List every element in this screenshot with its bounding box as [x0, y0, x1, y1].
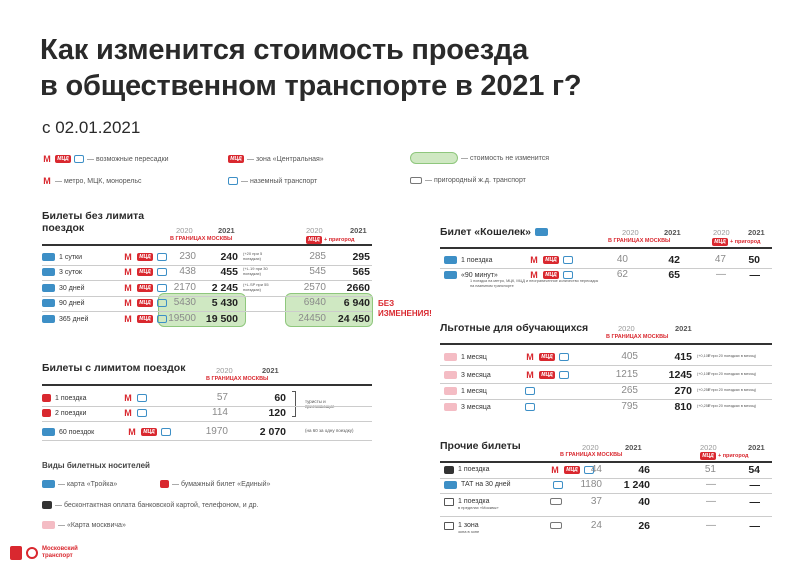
bus-icon — [161, 428, 171, 436]
ticket-icon — [444, 498, 454, 506]
troika-card-icon — [444, 481, 457, 489]
limited-section-title: Билеты с лимитом поездок — [42, 362, 186, 374]
price-2020-suburb: 2570 — [303, 282, 326, 293]
zone-suburb-label: МЦД + пригород — [306, 236, 355, 244]
ticket-name: 1 сутки — [59, 253, 83, 261]
price-2021-suburb: — — [749, 479, 760, 491]
students-section-title: Льготные для обучающихся — [440, 322, 589, 334]
price-note: (+L.SP при 55 поездках) — [243, 282, 269, 292]
price-2021: 415 — [674, 351, 692, 363]
price-2020: 1215 — [615, 369, 638, 380]
table-rule — [440, 247, 772, 249]
tourists-note: туристы и — [305, 399, 326, 404]
metro-icon: М — [530, 269, 538, 280]
ticket-row-label — [444, 481, 563, 489]
row-divider — [42, 440, 372, 441]
green-swatch — [410, 152, 458, 164]
bus-icon — [559, 371, 569, 379]
bus-icon — [563, 256, 573, 264]
price-2020-suburb: — — [706, 479, 716, 490]
year-2021-header: 2021 — [748, 228, 765, 237]
price-2021-suburb: 295 — [352, 251, 370, 263]
ticket-row-label — [444, 522, 562, 534]
metro-icon: М — [43, 153, 51, 164]
carrier-muscovite: — «Карта москвича» — [42, 521, 126, 529]
ticket-name: 2 поездки — [55, 409, 87, 417]
table-rule — [42, 384, 372, 386]
ticket-row-label — [42, 315, 167, 323]
mcd-icon: МЦД — [137, 299, 153, 307]
bus-icon — [137, 409, 147, 417]
legend-suburban — [410, 177, 526, 184]
price-2021: 5 430 — [211, 297, 238, 309]
price-2020-suburb: 6940 — [303, 297, 326, 308]
troika-card-icon — [42, 480, 55, 488]
row-divider — [440, 383, 772, 384]
legend-central — [228, 155, 324, 163]
mcd-icon: МЦД — [539, 371, 555, 379]
mcd-icon: МЦД — [539, 353, 555, 361]
metro-icon: М — [551, 464, 559, 475]
year-2020-header: 2020 — [176, 226, 193, 235]
zone-moscow-label: В ГРАНИЦАХ МОСКВЫ — [170, 236, 233, 242]
mcd-icon: МЦД — [564, 466, 580, 474]
per-trip-note: (на 60 за одну поездку) — [305, 428, 354, 433]
price-2020-suburb: 51 — [704, 464, 716, 475]
mcd-icon: МЦД — [700, 452, 716, 460]
price-2020-suburb: — — [716, 269, 726, 280]
mcd-icon: МЦД — [55, 155, 71, 163]
price-2021: 46 — [638, 464, 650, 476]
year-2020-header: 2020 — [713, 228, 730, 237]
price-2020-suburb: 24450 — [298, 313, 326, 324]
ticket-name: 3 месяца — [461, 403, 491, 411]
year-2021-header: 2021 — [218, 226, 235, 235]
price-2021-suburb: — — [749, 520, 760, 532]
price-2021: 1 240 — [623, 479, 650, 491]
troika-card-icon — [444, 271, 457, 279]
mcd-icon: МЦД — [543, 256, 559, 264]
legend-no-change-text: — стоимость не изменится — [461, 154, 550, 162]
metro-icon: М — [124, 392, 132, 403]
carrier-paper: — бумажный билет «Единый» — [160, 480, 270, 488]
row-divider — [440, 399, 772, 400]
page-title-line1: Как изменится стоимость проезда — [40, 34, 529, 66]
ticket-name-block — [458, 498, 546, 510]
price-2021: 1245 — [668, 369, 692, 381]
transport-logo-icon — [26, 547, 38, 559]
zone-moscow-label: В ГРАНИЦАХ МОСКВЫ — [608, 238, 671, 244]
mcd-icon: МЦД — [137, 253, 153, 261]
table-rule — [42, 244, 372, 246]
year-2021-header: 2021 — [625, 443, 642, 452]
metro-icon: М — [43, 175, 51, 186]
mcd-icon: МЦД — [137, 268, 153, 276]
price-2021: 60 — [274, 392, 286, 404]
price-2021: 65 — [668, 269, 680, 281]
year-2021-header: 2021 — [262, 366, 279, 375]
mcd-icon: МЦД — [712, 238, 728, 246]
bus-icon — [228, 177, 238, 185]
bus-icon — [559, 353, 569, 361]
price-2021: 40 — [638, 496, 650, 508]
ticket-name: 1 поездка — [458, 498, 490, 505]
ticket-name: 1 поездка — [461, 256, 493, 264]
mcd-icon: МЦД — [137, 284, 153, 292]
price-note: (+0,25₽ при 20 поездках в месяц) — [697, 404, 757, 408]
ticket-row-label — [42, 268, 167, 276]
ticket-name-block — [458, 466, 546, 473]
ticket-name: 3 суток — [59, 268, 82, 276]
bus-icon — [563, 271, 573, 279]
metro-icon: М — [526, 369, 534, 380]
price-2021: 2 245 — [211, 282, 238, 294]
price-note: (+20 при 5 поездках) — [243, 251, 263, 261]
year-2021-header: 2021 — [350, 226, 367, 235]
ticket-row-label — [444, 256, 573, 264]
year-2020-header: 2020 — [622, 228, 639, 237]
metro-icon: М — [530, 254, 538, 265]
paper-ticket-icon — [42, 394, 51, 402]
mcd-icon: МЦД — [228, 155, 244, 163]
legend-central-text: — зона «Центральная» — [247, 155, 324, 163]
table-rule — [440, 343, 772, 345]
ticket-row-label — [444, 371, 569, 379]
ticket-row-label — [444, 403, 535, 411]
train-icon — [550, 498, 562, 505]
year-2020-header: 2020 — [582, 443, 599, 452]
ticket-name: 90 дней — [59, 299, 85, 307]
price-2021: 270 — [674, 385, 692, 397]
muscovite-card-icon — [444, 353, 457, 361]
zone-suburb-label: МЦД + пригород — [712, 238, 761, 246]
wallet-note: 1 поездка на метро, МЦК, МЦД и неограниченное количество пересадок на наземном транспорте — [470, 279, 599, 288]
metro-icon: М — [128, 426, 136, 437]
price-2021-suburb: 2660 — [346, 282, 370, 294]
price-2020-suburb: 545 — [309, 266, 326, 277]
year-2020-header: 2020 — [700, 443, 717, 452]
price-note: (+L.19 при 30 поездках) — [243, 266, 268, 276]
price-2021: 2 070 — [259, 426, 286, 438]
muscovite-card-icon — [444, 387, 457, 395]
metro-icon: М — [526, 351, 534, 362]
price-2020: 2170 — [173, 282, 196, 293]
price-2020: 24 — [590, 520, 602, 531]
bracket — [292, 391, 296, 417]
price-2020-suburb: 285 — [309, 251, 326, 262]
price-2021: 19 500 — [205, 313, 238, 325]
legend-transfers — [42, 155, 169, 163]
zone-moscow-label: В ГРАНИЦАХ МОСКВЫ — [206, 376, 269, 382]
metro-icon: М — [124, 313, 132, 324]
contactless-icon — [444, 466, 454, 474]
mcd-icon: МЦД — [306, 236, 322, 244]
ticket-row-label — [42, 409, 147, 417]
price-2021-suburb: — — [749, 496, 760, 508]
ticket-row-label — [444, 387, 535, 395]
ticket-name: «90 минут» — [461, 271, 498, 279]
price-2021-suburb: 50 — [748, 254, 760, 266]
muscovite-card-icon — [444, 403, 457, 411]
price-2020-suburb: 47 — [714, 254, 726, 265]
bus-icon — [74, 155, 84, 163]
year-2021-header: 2021 — [748, 443, 765, 452]
metro-icon: М — [124, 266, 132, 277]
page-title-line2: в общественном транспорте в 2021 г? — [40, 70, 582, 102]
price-2021-suburb: 6 940 — [343, 297, 370, 309]
price-2021: 42 — [668, 254, 680, 266]
ticket-subtitle: в пределах «Москвы» — [458, 505, 499, 510]
ticket-row-label — [444, 498, 562, 510]
year-2021-header: 2021 — [675, 324, 692, 333]
ticket-name: 1 поездка — [55, 394, 87, 402]
ticket-name: 365 дней — [59, 315, 89, 323]
price-2020: 19500 — [168, 313, 196, 324]
ticket-subtitle: зона в зоне — [458, 529, 480, 534]
troika-card-icon — [42, 428, 55, 436]
price-note: (+0,10₽ при 20 поездках в месяц) — [697, 354, 757, 358]
troika-card-icon — [42, 268, 55, 276]
price-2020: 1970 — [205, 426, 228, 437]
legend-ground-text: — наземный транспорт — [241, 177, 318, 185]
paper-ticket-icon — [160, 480, 169, 488]
ticket-row-label — [444, 353, 569, 361]
troika-card-icon — [444, 256, 457, 264]
year-2021-header: 2021 — [664, 228, 681, 237]
price-2021: 810 — [674, 401, 692, 413]
ticket-name: 3 месяца — [461, 371, 491, 379]
effective-date: с 02.01.2021 — [42, 118, 141, 137]
price-2020: 114 — [212, 407, 228, 418]
row-divider — [440, 493, 772, 494]
price-2020: 230 — [179, 251, 196, 262]
metro-icon: М — [124, 251, 132, 262]
bus-icon — [137, 394, 147, 402]
troika-card-icon — [42, 253, 55, 261]
row-divider — [42, 311, 372, 312]
coat-of-arms-icon — [10, 546, 22, 560]
ticket-name: 30 дней — [59, 284, 85, 292]
row-divider — [42, 421, 372, 422]
metro-icon: М — [124, 297, 132, 308]
price-note: (+0,10₽ при 20 поездках в месяц) — [697, 372, 757, 376]
ticket-row-label — [42, 394, 147, 402]
ticket-row-label — [42, 299, 167, 307]
mcd-icon: МЦД — [141, 428, 157, 436]
ticket-name-block — [458, 522, 546, 534]
troika-card-icon — [42, 315, 55, 323]
zone-moscow-label: В ГРАНИЦАХ МОСКВЫ — [606, 334, 669, 340]
mcd-icon: МЦД — [543, 271, 559, 279]
table-rule — [440, 461, 772, 463]
row-divider — [440, 478, 772, 479]
ticket-name: ТАТ на 30 дней — [461, 481, 511, 488]
price-2021-suburb: 565 — [352, 266, 370, 278]
ticket-name-block — [461, 481, 549, 488]
price-2021: 455 — [220, 266, 238, 278]
paper-ticket-icon — [42, 409, 51, 417]
row-divider — [440, 365, 772, 366]
year-2020-header: 2020 — [216, 366, 233, 375]
row-divider — [42, 280, 372, 281]
legend-ground — [228, 177, 317, 185]
bus-icon — [525, 387, 535, 395]
muscovite-card-icon — [444, 371, 457, 379]
price-2020-suburb: — — [706, 520, 716, 531]
troika-card-icon — [535, 228, 548, 236]
carrier-troika: — карта «Тройка» — [42, 480, 117, 488]
ticket-name: 1 месяц — [461, 387, 487, 395]
brand-name: Московский транспорт — [42, 546, 78, 559]
carrier-contactless: — бесконтактная оплата банковской картой, телефоном, и др. — [42, 501, 259, 509]
carriers-title: Виды билетных носителей — [42, 461, 150, 470]
ticket-row-label — [42, 428, 171, 436]
other-section-title: Прочие билеты — [440, 440, 521, 452]
price-2020: 57 — [216, 392, 228, 403]
year-2020-header: 2020 — [306, 226, 323, 235]
price-2020: 5430 — [173, 297, 196, 308]
wallet-section-title: Билет «Кошелек» — [440, 226, 548, 238]
legend-metro — [42, 177, 142, 185]
muscovite-card-icon — [42, 521, 55, 529]
ticket-row-label — [42, 284, 167, 292]
legend-suburban-text: — пригородный ж.д. транспорт — [425, 177, 526, 184]
bus-icon — [525, 403, 535, 411]
price-note: (+0,25₽ при 20 поездках в месяц) — [697, 388, 757, 392]
troika-card-icon — [42, 299, 55, 307]
no-change-label: БЕЗ ИЗМЕНЕНИЯ! — [378, 299, 432, 318]
contactless-icon — [42, 501, 52, 509]
legend-transfers-text: — возможные пересадки — [87, 155, 169, 163]
train-icon — [410, 177, 422, 184]
footer-logo — [10, 546, 82, 560]
ticket-name: 60 поездок — [59, 428, 95, 436]
row-divider — [440, 516, 772, 517]
price-2021-suburb: 54 — [748, 464, 760, 476]
price-2021: 240 — [220, 251, 238, 263]
price-2021: 26 — [638, 520, 650, 532]
price-2020: 795 — [621, 401, 638, 412]
price-2020: 405 — [621, 351, 638, 362]
ticket-icon — [444, 522, 454, 530]
price-2021-suburb: 24 450 — [337, 313, 370, 325]
price-2020: 62 — [616, 269, 628, 280]
ticket-row-label — [444, 271, 573, 279]
legend-metro-text: — метро, МЦК, монорельс — [55, 177, 142, 185]
unlimited-section-title: Билеты без лимита поездок — [42, 210, 145, 234]
price-2020: 37 — [590, 496, 602, 507]
troika-card-icon — [42, 284, 55, 292]
mcd-icon: МЦД — [137, 315, 153, 323]
ticket-name: 1 поездка — [458, 466, 490, 473]
price-2021: 120 — [268, 407, 286, 419]
price-2020: 1180 — [580, 479, 602, 490]
ticket-name: 1 зона — [458, 522, 479, 529]
ticket-row-label — [42, 253, 167, 261]
price-2020: 438 — [179, 266, 196, 277]
ticket-name: 1 месяц — [461, 353, 487, 361]
year-2020-header: 2020 — [618, 324, 635, 333]
price-2020: 265 — [621, 385, 638, 396]
price-2020-suburb: — — [706, 496, 716, 507]
train-icon — [550, 522, 562, 529]
zone-moscow-label: В ГРАНИЦАХ МОСКВЫ — [560, 452, 623, 458]
price-2020: 40 — [616, 254, 628, 265]
price-2021-suburb: — — [749, 269, 760, 281]
legend-no-change — [410, 152, 549, 164]
price-2020: 44 — [590, 464, 602, 475]
metro-icon: М — [124, 407, 132, 418]
zone-suburb-label: МЦД + пригород — [700, 452, 749, 460]
metro-icon: М — [124, 282, 132, 293]
